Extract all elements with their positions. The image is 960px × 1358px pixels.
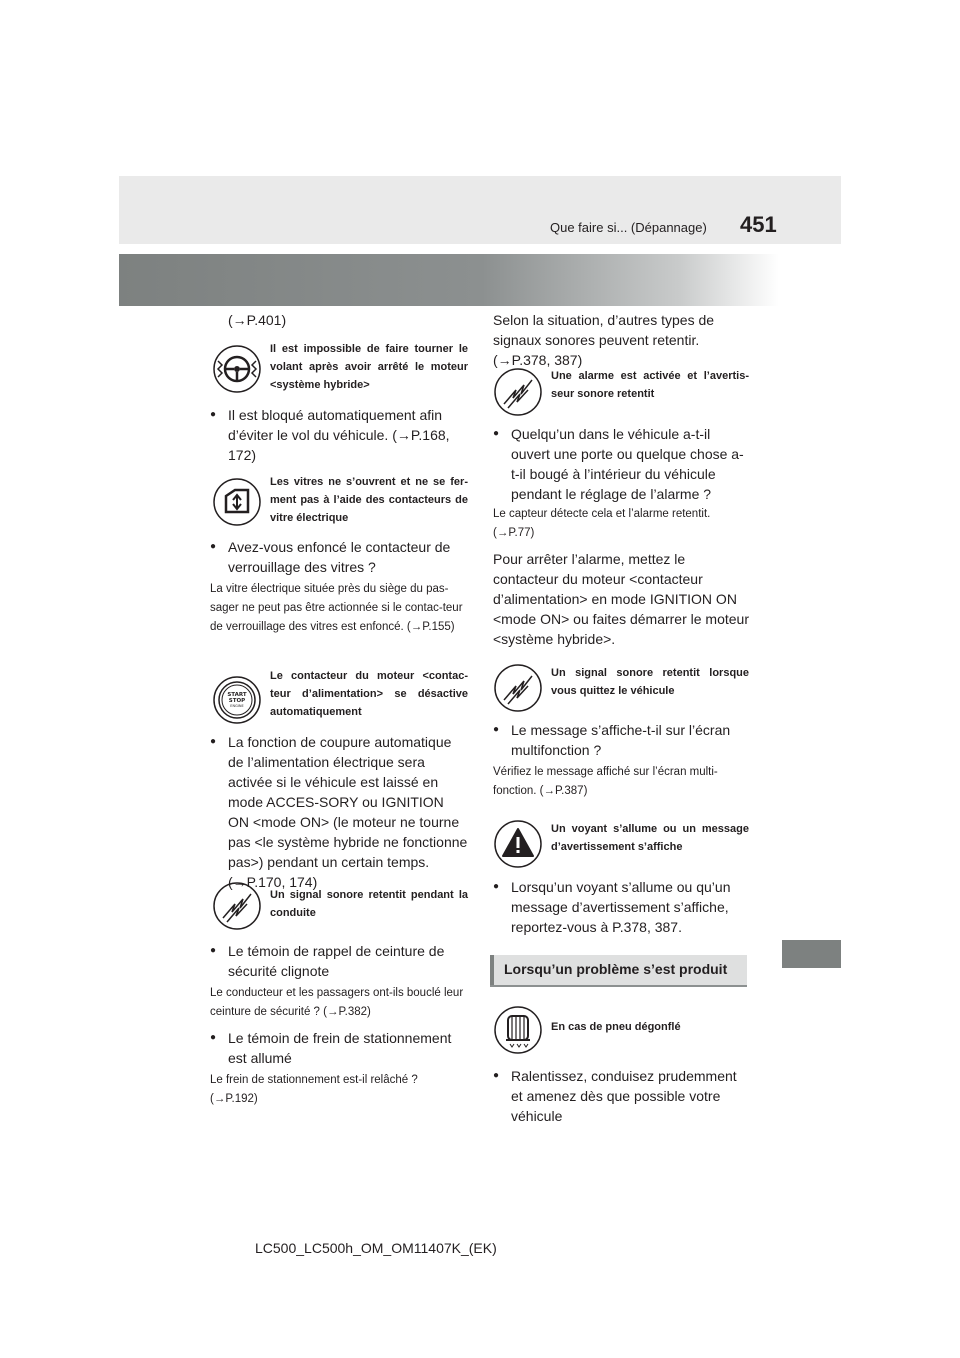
seatbelt-note: Le conducteur et les passagers ont-ils bouclé leur ceinture de sécurité ? (→P.382) (210, 987, 464, 1018)
parking-brake-bullet: ● Le témoin de frein de stationnement est allumé (228, 1028, 468, 1068)
alarm-icon (494, 368, 542, 416)
windows-bullet: ● Avez-vous enfoncé le contacteur de verrouillage des vitres ? (228, 537, 468, 577)
section-heading-text: Lorsqu’un problème s’est produit (504, 961, 728, 977)
steering-lock-icon (213, 345, 261, 393)
flat-tire-icon (494, 1006, 542, 1054)
intro-text: Selon la situation, d’autres types de signaux sonores peuvent retentir. (→P.378, 387) (493, 312, 715, 368)
header-bar (119, 176, 841, 244)
leave-signal-bullet: ● Le message s’affiche-t-il sur l’écran multifonction ? (511, 720, 749, 760)
driving-signal-caption: Un signal sonore retentit pendant la conduite (270, 889, 468, 919)
alarm-note: Le capteur détecte cela et l’alarme retentit. (→P.77) (493, 508, 711, 539)
leave-signal-caption: Un signal sonore retentit lorsque vous quittez le véhicule (551, 667, 749, 697)
windows-note: La vitre électrique située près du siège du pas-sager ne peut pas être actionnée si le contac-teur de verrouillage des vitres est enfoncé. (→P.155) (210, 583, 463, 633)
alarm-caption: Une alarme est activée et l’avertis-seur sonore retentit (551, 370, 749, 400)
alarm-paragraph: Pour arrêter l’alarme, mettez le contacteur du moteur <contacteur d’alimentation> en mode IGNITION ON <mode ON> ou faites démarrer le moteur <système hybride>. (493, 551, 750, 647)
steering-caption: Il est impossible de faire tourner le volant après avoir arrêté le moteur <système hybride> (270, 343, 468, 391)
reference-text: (→P.401) (228, 312, 287, 328)
section-band (119, 254, 779, 306)
leave-signal-note: Vérifiez le message affiché sur l’écran multi-fonction. (→P.387) (493, 766, 718, 797)
steering-bullet: ● Il est bloqué automatiquement afin d’éviter le vol du véhicule. (→P.168, 172) (228, 405, 468, 465)
stop-label: STOP (228, 698, 246, 704)
section-heading (490, 955, 747, 987)
warning-light-caption: Un voyant s’allume ou un message d’avertissement s’affiche (551, 823, 749, 853)
leave-buzzer-icon (494, 664, 542, 712)
power-window-icon (213, 478, 261, 526)
start-label: START (227, 692, 247, 698)
engine-label: ENGINE (230, 704, 244, 708)
engine-switch-icon (213, 676, 261, 724)
page-number: 451 (740, 212, 777, 237)
warning-icon (494, 820, 542, 868)
windows-caption: Les vitres ne s’ouvrent et ne se fer-ment pas à l’aide des contacteurs de vitre électrique (270, 476, 468, 524)
engine-switch-caption: Le contacteur du moteur <contac-teur d’alimentation> se désactive automatiquement (270, 670, 468, 718)
warning-light-bullet: ● Lorsqu’un voyant s’allume ou qu’un message d’avertissement s’affiche, reportez-vous à P.378, 387. (511, 877, 749, 937)
alarm-bullet: ● Quelqu’un dans le véhicule a-t-il ouvert une porte ou quelque chose a-t-il bougé à l’intérieur du véhicule pendant le réglage de l’alarme ? (511, 424, 749, 504)
flat-tire-bullet: ● Ralentissez, conduisez prudemment et amenez dès que possible votre véhicule (511, 1066, 749, 1126)
header-title: Que faire si... (Dépannage) (550, 220, 707, 235)
chapter-tab (782, 940, 841, 968)
seatbelt-bullet: ● Le témoin de rappel de ceinture de sécurité clignote (228, 941, 468, 981)
flat-tire-caption: En cas de pneu dégonflé (551, 1021, 681, 1033)
parking-brake-note: Le frein de stationnement est-il relâché ? (→P.192) (210, 1074, 418, 1105)
footer-code: LC500_LC500h_OM_OM11407K_(EK) (255, 1240, 497, 1256)
engine-switch-bullet: ● La fonction de coupure automatique de l’alimentation électrique sera activée si le véhicule est laissé en mode ACCES-SORY ou IGNITION ON <mode ON> (le moteur ne tourne pas <le système hybride ne fonctionne pas>) pendant un certain temps. (→P.170, 174) (228, 732, 468, 892)
buzzer-icon (213, 882, 261, 930)
